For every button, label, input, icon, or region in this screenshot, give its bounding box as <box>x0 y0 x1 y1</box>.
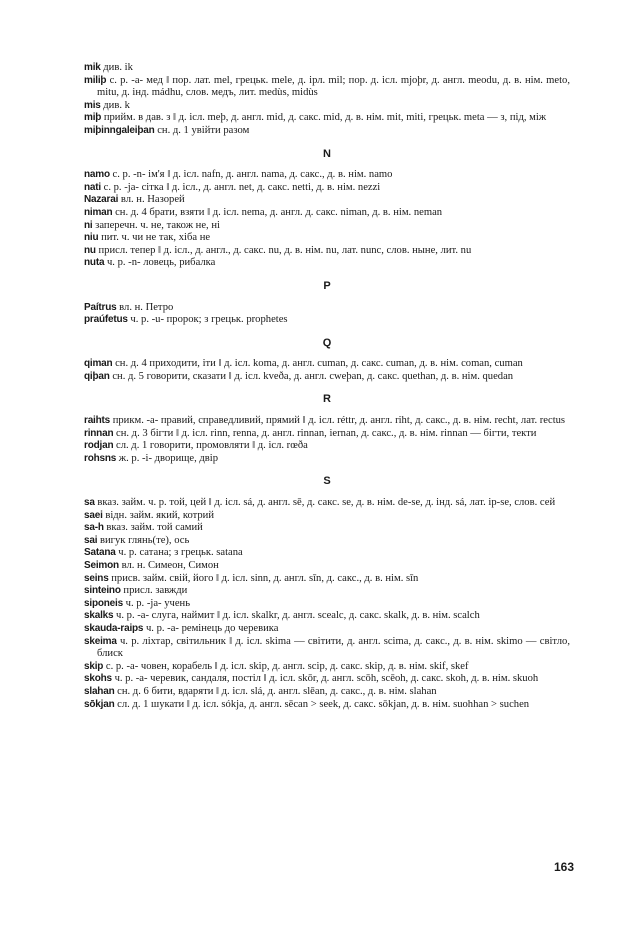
dictionary-entry <box>84 302 570 315</box>
entry-definition: сл. д. 1 говорити, промовляти ‖ д. ісл. rœða <box>116 440 308 452</box>
entry-definition: вигук глянь(те), ось <box>99 534 190 546</box>
dictionary-entry <box>84 623 570 636</box>
dictionary-entry <box>84 314 570 327</box>
entry-headword: qiman <box>84 358 113 370</box>
dictionary-entry <box>84 207 570 220</box>
dictionary-entry <box>84 257 570 270</box>
entry-definition: ч. р. -a- ремінець до черевика <box>145 622 279 634</box>
dictionary-entry <box>84 245 570 258</box>
dictionary-entry <box>84 699 570 712</box>
entry-headword: rohsns <box>84 452 117 464</box>
entry-definition: присв. займ. свій, його ‖ д. ісл. sinn, д. англ. sīn, д. сакс., д. в. нім. sīn <box>111 572 419 584</box>
entry-headword: nuta <box>84 257 105 269</box>
entry-definition: с. р. -n- ім'я ‖ д. ісл. nafn, д. англ. nama, д. сакс., д. в. нім. namo <box>112 169 393 181</box>
entry-definition: присл. завжди <box>123 585 188 597</box>
page-number: 163 <box>553 860 574 874</box>
entry-definition: вл. н. Петро <box>119 301 174 313</box>
dictionary-entry <box>84 194 570 207</box>
entry-headword: Paítrus <box>84 301 117 313</box>
entry-definition: ч. р. ліхтар, світильник ‖ д. ісл. skima — світити, д. англ. scima, д. сакс., д. в. нім. skimo — світло, блиск <box>97 635 570 660</box>
dictionary-entry <box>84 428 570 441</box>
entry-headword: Satana <box>84 547 116 559</box>
entry-definition: див. ik <box>103 62 133 73</box>
entry-headword: slahan <box>84 685 115 697</box>
entry-headword: miþinngaleiþan <box>84 124 155 136</box>
dictionary-entry <box>84 585 570 598</box>
entry-headword: qiþan <box>84 370 110 382</box>
section-letter: Q <box>322 336 332 349</box>
section-letter: P <box>323 279 331 292</box>
dictionary-entry <box>84 182 570 195</box>
entry-headword: miliþ <box>84 74 107 86</box>
entry-headword: raihts <box>84 415 111 427</box>
entry-headword: niman <box>84 206 113 218</box>
entry-definition: с. р. -ja- сітка ‖ д. ісл., д. англ. net, д. сакс. netti, д. в. нім. nezzi <box>103 181 381 193</box>
entry-definition: пит. ч. чи не так, хіба не <box>101 232 211 244</box>
entry-definition: вказ. займ. ч. р. той, цей ‖ д. ісл. sá, д. англ. sē, д. сакс. se, д. в. нім. de-se, д. інд. sá, лат. ip-se, слов. сей <box>97 497 556 509</box>
entry-definition: сн. д. 6 бити, вдаряти ‖ д. ісл. slá, д. англ. slēan, д. сакс., д. в. нім. slahan <box>117 685 437 697</box>
dictionary-entry <box>84 62 570 75</box>
dictionary-entry <box>84 100 570 113</box>
entry-definition: ж. р. -i- дворище, двір <box>118 452 219 464</box>
dictionary-entry <box>84 673 570 686</box>
entry-headword: skalks <box>84 610 114 622</box>
entry-definition: присл. тепер ‖ д. ісл., д. англ., д. сакс. nu, д. в. нім. nu, лат. nunc, слов. ныне, лит. nu <box>98 244 472 256</box>
entry-headword: nu <box>84 244 96 256</box>
entry-definition: сл. д. 1 шукати ‖ д. ісл. sókja, д. англ. sēcan > seek, д. сакс. sōkjan, д. в. нім. suohhan > suchen <box>117 698 530 710</box>
entry-headword: sinteino <box>84 585 121 597</box>
entry-headword: rodjan <box>84 440 114 452</box>
entry-headword: sa <box>84 497 95 509</box>
dictionary-entry <box>84 232 570 245</box>
entry-headword: skeima <box>84 635 117 647</box>
entry-definition: ч. р. -a- черевик, сандаля, постіл ‖ д. ісл. skōr, д. англ. scōh, scēoh, д. сакс. skoh, д. в. нім. skuoh <box>114 673 539 685</box>
dictionary-entry <box>84 686 570 699</box>
dictionary-entry <box>84 75 570 100</box>
dictionary-entry <box>84 535 570 548</box>
entry-definition: сн. д. 3 бігти ‖ д. ісл. rinn, renna, д. англ. rinnan, iernan, д. сакс., д. в. нім. rinnan — бігти, текти <box>116 427 537 439</box>
section-letter: R <box>323 393 331 406</box>
entry-definition: сн. д. 4 брати, взяти ‖ д. ісл. nema, д. англ. д. сакс. niman, д. в. нім. neman <box>115 206 443 218</box>
entry-definition: с. р. -а- мед ‖ пор. лат. mel, грецьк. mele, д. ірл. mil; пор. д. ісл. mjoþr, д. англ. meodu, д. в. нім. meto, mitu, д. інд. mádhu, слов. медъ, лит. medùs, midùs <box>97 74 570 99</box>
entry-headword: namo <box>84 169 110 181</box>
dictionary-entry <box>84 522 570 535</box>
entry-headword: niu <box>84 232 99 244</box>
dictionary-entry <box>84 636 570 661</box>
entry-headword: saei <box>84 509 103 521</box>
entry-definition: ч. р. -n- ловець, рибалка <box>106 257 216 269</box>
dictionary-entry <box>84 415 570 428</box>
entries-column <box>84 62 570 711</box>
dictionary-entry <box>84 371 570 384</box>
dictionary-entry <box>84 560 570 573</box>
dictionary-entry <box>84 547 570 560</box>
entry-headword: mis <box>84 99 101 111</box>
dictionary-entry <box>84 112 570 125</box>
dictionary-entry <box>84 661 570 674</box>
entry-headword: praúfetus <box>84 314 128 326</box>
entry-headword: sai <box>84 534 98 546</box>
entry-headword: Nazarai <box>84 194 119 206</box>
entry-definition: див. k <box>103 99 130 111</box>
entry-definition: с. р. -a- човен, корабель ‖ д. ісл. skip, д. англ. scip, д. сакс. skip, д. в. нім. skif, skef <box>105 660 469 672</box>
dictionary-entry <box>84 453 570 466</box>
entry-definition: ч. р. -ja- учень <box>125 597 191 609</box>
entry-definition: відн. займ. який, котрий <box>105 509 215 521</box>
dictionary-entry <box>84 220 570 233</box>
entry-headword: ni <box>84 219 93 231</box>
dictionary-entry <box>84 573 570 586</box>
entry-headword: skauda-raips <box>84 622 144 634</box>
entry-definition: сн. д. 5 говорити, сказати ‖ д. ісл. kveða, д. англ. cweþan, д. сакс. quethan, д. в. нім. quedan <box>112 370 514 382</box>
entry-definition: прикм. -a- правий, справедливий, прямий ‖ д. ісл. réttr, д. англ. riht, д. сакс., д. в. нім. recht, лат. rectus <box>112 415 566 427</box>
entry-definition: ч. р. -a- слуга, наймит ‖ д. ісл. skalkr, д. англ. scealc, д. сакс. skalk, д. в. нім. scalch <box>116 610 480 622</box>
dictionary-entry <box>84 510 570 523</box>
entry-headword: Seimon <box>84 560 119 571</box>
dictionary-entry <box>84 440 570 453</box>
entry-headword: miþ <box>84 112 102 124</box>
entry-headword: skohs <box>84 673 112 685</box>
entry-headword: siponeis <box>84 597 123 609</box>
section-letter: N <box>323 147 331 160</box>
section-letter: S <box>323 475 331 488</box>
entry-headword: seins <box>84 572 109 584</box>
entry-definition: сн. д. 1 увійти разом <box>157 124 250 136</box>
dictionary-entry <box>84 610 570 623</box>
entry-headword: sōkjan <box>84 698 115 710</box>
dictionary-entry <box>84 497 570 510</box>
dictionary-entry <box>84 598 570 611</box>
entry-definition: вл. н. Назорей <box>120 194 185 206</box>
entry-definition: заперечн. ч. не, також не, ні <box>95 219 220 231</box>
dictionary-entry <box>84 169 570 182</box>
entry-headword: skip <box>84 660 104 672</box>
entry-headword: rinnan <box>84 427 114 439</box>
dictionary-entry <box>84 125 570 138</box>
entry-definition: вказ. займ. той самий <box>106 522 203 534</box>
entry-definition: вл. н. Симеон, Симон <box>121 560 219 571</box>
entry-definition: сн. д. 4 приходити, іти ‖ д. ісл. koma, д. англ. cuman, д. сакс. cuman, д. в. нім. coman, cuman <box>115 358 523 370</box>
entry-definition: ч. р. сатана; з грецьк. satana <box>118 547 243 559</box>
entry-definition: ч. р. -u- пророк; з грецьк. prophetes <box>130 314 288 326</box>
entry-definition: прийм. в дав. з ‖ д. ісл. meþ, д. англ. mid, д. сакс. mid, д. в. нім. mit, miti, грецьк. meta — з, під, між <box>103 112 547 124</box>
dictionary-entry <box>84 358 570 371</box>
entry-headword: sa-h <box>84 522 104 534</box>
entry-headword: nati <box>84 181 101 193</box>
entry-headword: mik <box>84 62 101 73</box>
